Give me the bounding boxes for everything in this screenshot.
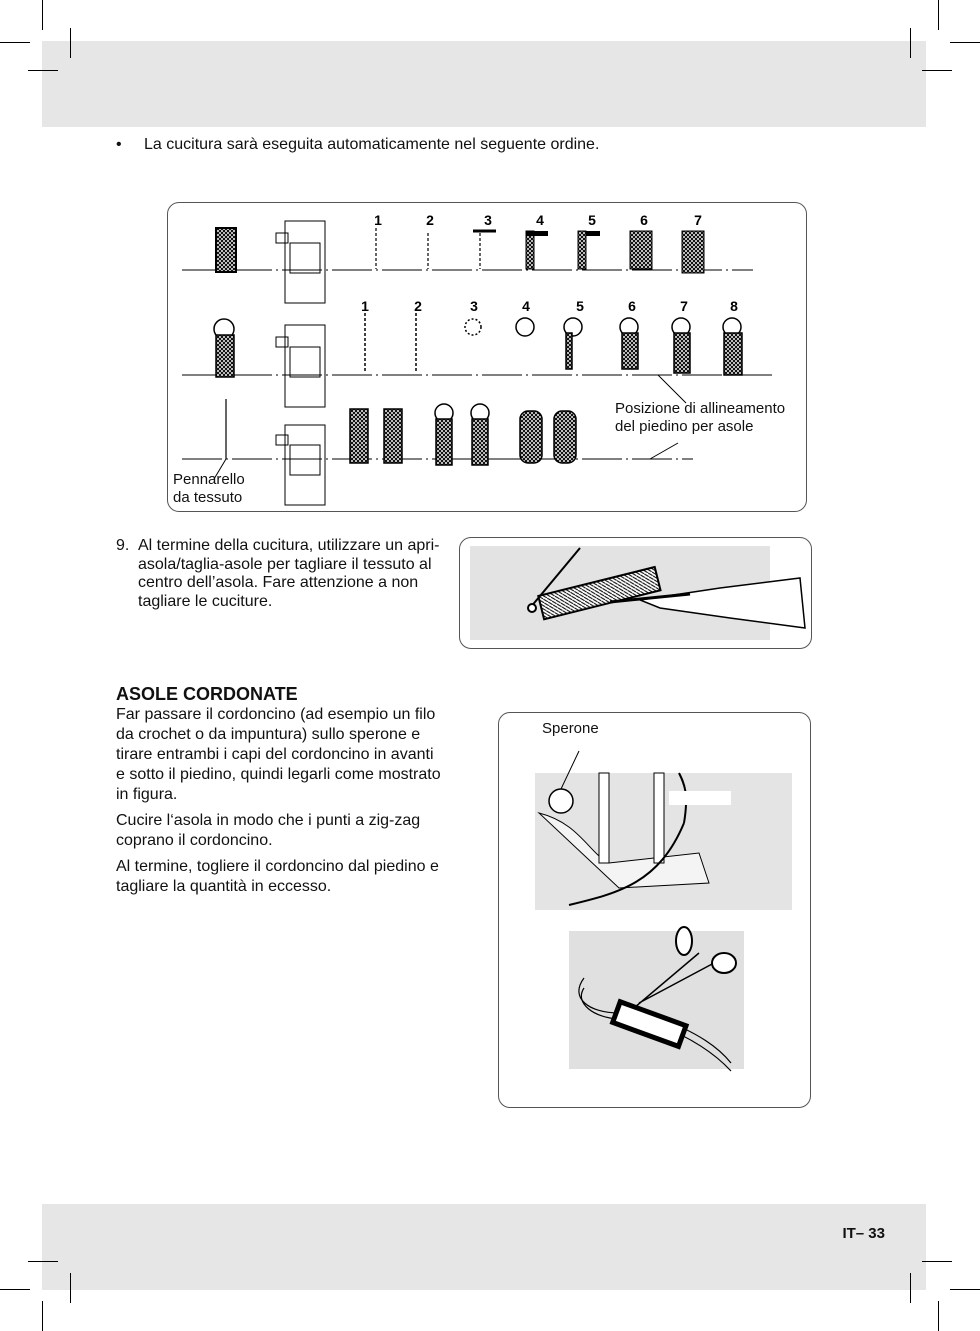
step-text: Al termine della cucitura, utilizzare un apri-asola/taglia-asole per tagliare il tessuto al centro dell’asola. Fare attenzione a non tagliare le cuciture. [138, 537, 440, 610]
corded-figure [498, 712, 811, 1108]
corded-section [116, 683, 446, 903]
row1-step-7: 7 [694, 212, 702, 228]
header-band [42, 41, 926, 127]
corded-illustration [499, 713, 810, 1107]
paragraph-2: Cucire l‘asola in modo che i punti a zig-zag coprano il cordoncino. [116, 812, 421, 849]
row1-step-1: 1 [374, 212, 382, 228]
row1-step-2: 2 [426, 212, 434, 228]
row1-step-5: 5 [588, 212, 596, 228]
seam-ripper-illustration [460, 538, 811, 648]
buttonhole-sequence-figure [167, 202, 807, 512]
step-number: 9. [116, 537, 130, 554]
row2-step-3: 3 [470, 298, 478, 314]
sequence-illustration [168, 203, 806, 511]
marker-label [173, 471, 245, 507]
row2-step-1: 1 [361, 298, 369, 314]
row1-step-6: 6 [640, 212, 648, 228]
seam-ripper-figure [459, 537, 812, 649]
footer-band [42, 1204, 926, 1290]
row1-step-4: 4 [536, 212, 544, 228]
alignment-label [615, 400, 785, 436]
bullet-dot: • [116, 136, 122, 153]
alignment-label-line2: del piedino per asole [615, 418, 754, 435]
intro-bullet [116, 136, 599, 154]
alignment-label-line1: Posizione di allineamento [615, 400, 786, 417]
row2-step-7: 7 [680, 298, 688, 314]
row2-step-8: 8 [730, 298, 738, 314]
section-title: ASOLE CORDONATE [116, 684, 298, 704]
intro-text: La cucitura sarà eseguita automaticamente nel seguente ordine. [144, 136, 600, 153]
paragraph-3: Al termine, togliere il cordoncino dal piedino e tagliare la quantità in eccesso. [116, 858, 439, 895]
row2-step-2: 2 [414, 298, 422, 314]
row2-step-5: 5 [576, 298, 584, 314]
row1-step-3: 3 [484, 212, 492, 228]
row2-step-6: 6 [628, 298, 636, 314]
marker-label-line2: da tessuto [173, 489, 243, 506]
spur-label: Sperone [542, 720, 599, 737]
page-number: IT– 33 [842, 1225, 885, 1242]
marker-label-line1: Pennarello [173, 471, 245, 488]
row2-step-4: 4 [522, 298, 530, 314]
paragraph-1: Far passare il cordoncino (ad esempio un filo da crochet o da impuntura) sullo sperone e tirare entrambi i capi del cordoncino in avanti e sotto il piedino, quindi legarli come mostrato in figura. [116, 706, 441, 803]
